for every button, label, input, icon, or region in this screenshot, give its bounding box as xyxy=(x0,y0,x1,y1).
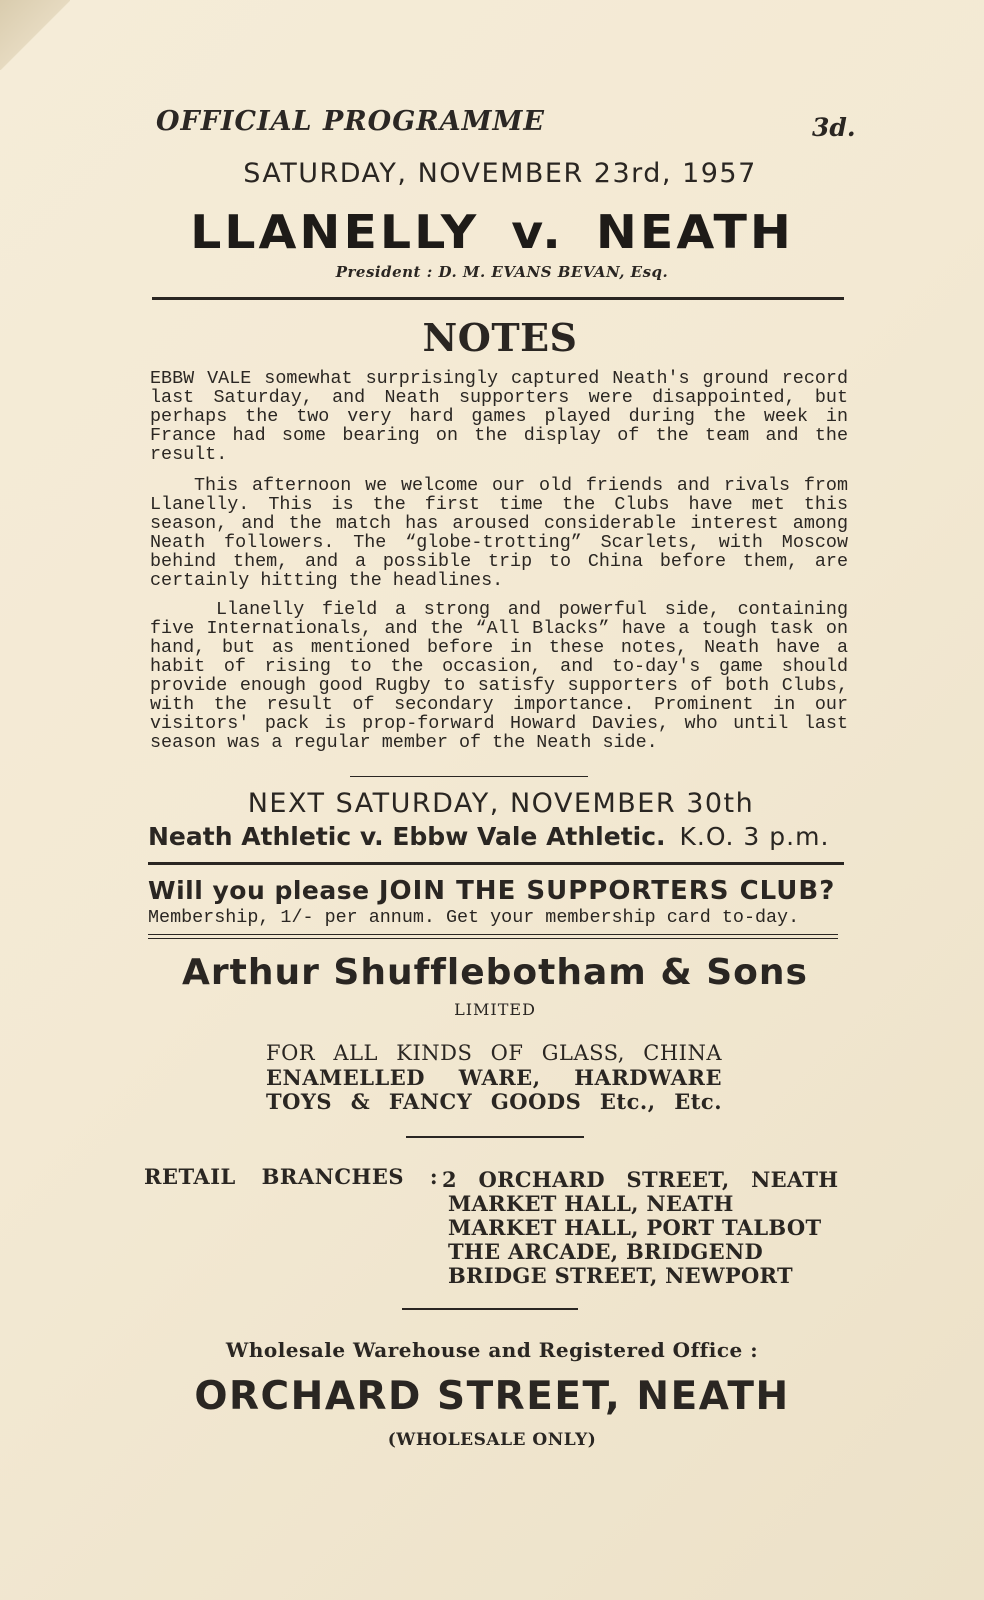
supporters-club-appeal xyxy=(148,876,835,906)
divider-header xyxy=(152,297,844,300)
advert-goods xyxy=(266,1041,722,1115)
next-fixture-teams: Neath Athletic v. Ebbw Vale Athletic. xyxy=(148,822,666,851)
page-corner-fold xyxy=(0,0,70,70)
notes-paragraph xyxy=(150,476,848,590)
branch-address: BRIDGE STREET, NEWPORT xyxy=(448,1263,793,1288)
divider-short xyxy=(406,1136,584,1138)
next-fixture xyxy=(148,822,829,851)
supporters-prompt: Will you please xyxy=(148,876,370,905)
supporters-cta: JOIN THE SUPPORTERS CLUB? xyxy=(378,876,836,906)
next-fixture-date: NEXT SATURDAY, NOVEMBER 30th xyxy=(247,788,755,819)
advert-company-name: Arthur Shufflebotham & Sons xyxy=(182,952,808,993)
retail-branches-label: RETAIL BRANCHES : xyxy=(144,1164,439,1189)
branch-address: 2 ORCHARD STREET, NEATH xyxy=(442,1167,839,1192)
advert-goods-line: TOYS & FANCY GOODS Etc., Etc. xyxy=(266,1089,722,1114)
next-fixture-kickoff: K.O. 3 p.m. xyxy=(679,822,830,851)
notes-paragraph-text: EBBW VALE somewhat surprisingly captured Neath's ground record last Saturday, and Neath supporters were disappointed, but perhaps the two very hard games played during the week in France had some bearing on the display of the team and the result. xyxy=(150,368,848,465)
wholesale-label: Wholesale Warehouse and Registered Office : xyxy=(225,1338,759,1362)
branch-address: MARKET HALL, PORT TALBOT xyxy=(448,1215,822,1240)
advert-goods-line: ENAMELLED WARE, HARDWARE xyxy=(266,1064,722,1090)
programme-label: OFFICIAL PROGRAMME xyxy=(156,106,545,137)
divider-double-top xyxy=(148,934,838,935)
notes-paragraph xyxy=(150,369,848,464)
notes-heading: NOTES xyxy=(422,315,578,360)
branch-address: THE ARCADE, BRIDGEND xyxy=(448,1239,763,1264)
club-president: President : D. M. EVANS BEVAN, Esq. xyxy=(335,263,669,281)
divider-short xyxy=(402,1308,578,1310)
divider-fixture xyxy=(148,862,844,865)
divider-double-bottom xyxy=(148,938,838,939)
advert-limited: LIMITED xyxy=(454,1000,536,1019)
wholesale-only-note: (WHOLESALE ONLY) xyxy=(387,1430,597,1450)
membership-info: Membership, 1/- per annum. Get your membership card to-day. xyxy=(148,907,800,928)
match-date: SATURDAY, NOVEMBER 23rd, 1957 xyxy=(243,158,757,189)
registered-office-address: ORCHARD STREET, NEATH xyxy=(194,1374,790,1419)
advert-goods-line: FOR ALL KINDS OF GLASS, CHINA xyxy=(266,1041,722,1065)
retail-branches-list xyxy=(442,1168,838,1288)
notes-paragraph-text: This afternoon we welcome our old friends and rivals from Llanelly. This is the first time the Clubs have met this season, and the match has aroused considerable interest among Neath followers. The “globe-trotting” Scarlets, with Moscow behind them, and a possible trip to China before them, are certainly hitting the headlines. xyxy=(150,475,848,591)
match-title: LLANELLY v. NEATH xyxy=(190,205,794,260)
programme-price: 3d. xyxy=(812,113,856,142)
notes-paragraph-text: Llanelly field a strong and powerful side, containing five Internationals, and the “All Blacks” have a tough task on hand, but as mentioned before in these notes, Neath have a habit of rising to the occasion, and to-day's game should provide enough good Rugby to satisfy supporters of both Clubs, with the result of secondary importance. Prominent in our visitors' pack is prop-forward Howard Davies, who until last season was a regular member of the Neath side. xyxy=(150,599,848,753)
divider-short xyxy=(350,776,588,777)
branch-address: MARKET HALL, NEATH xyxy=(448,1191,734,1216)
notes-paragraph xyxy=(150,600,848,752)
